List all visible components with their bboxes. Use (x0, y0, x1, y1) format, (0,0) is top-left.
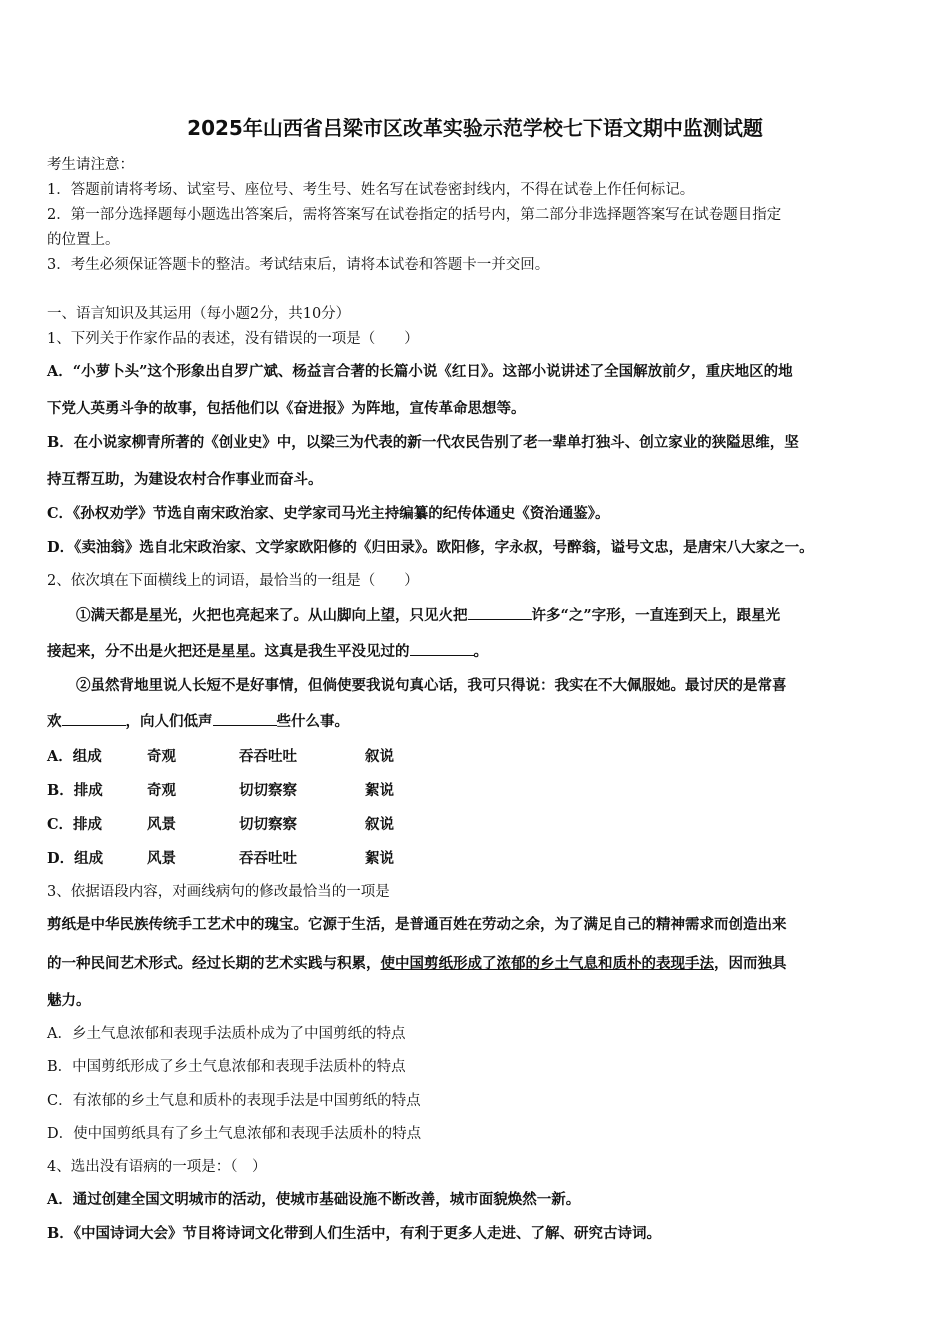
notice-heading: 考生请注意： (47, 157, 134, 173)
q3-option-c: C．有浓郁的乡土气息和质朴的表现手法是中国剪纸的特点 (47, 1093, 421, 1109)
q2-option-b: B．排成 奇观 切切察察 絮说 (47, 782, 394, 799)
q1-option-c: C．《孙权劝学》节选自南宋政治家、史学家司马光主持编纂的纪传体通史《资治通鉴》。 (47, 505, 610, 522)
blank-2 (410, 643, 474, 656)
q3-passage-2: 的一种民间艺术形式。经过长期的艺术实践与积累，使中国剪纸形成了浓郁的乡土气息和质朴的表现手法，因而独具 (47, 955, 787, 972)
question-4-stem: 4、选出没有语病的一项是：（ ） (47, 1159, 267, 1175)
q2-option-a: A．组成 奇观 吞吞吐吐 叙说 (47, 748, 394, 765)
notice-item-1: 1．答题前请将考场、试室号、座位号、考生号、姓名写在试卷密封线内，不得在试卷上作任何标记。 (47, 182, 695, 198)
page-title: 2025年山西省吕梁市区改革实验示范学校七下语文期中监测试题 (187, 116, 763, 140)
question-2-stem: 2、依次填在下面横线上的词语，最恰当的一组是（ ） (47, 573, 419, 589)
question-3-stem: 3、依据语段内容，对画线病句的修改最恰当的一项是 (47, 884, 390, 900)
section-heading: 一、语言知识及其运用（每小题2分，共10分） (47, 306, 351, 322)
q4-option-b: B．《中国诗词大会》节目将诗词文化带到人们生活中，有利于更多人走进、了解、研究古诗词。 (47, 1225, 662, 1242)
underlined-sentence: 使中国剪纸形成了浓郁的乡土气息和质朴的表现手法 (380, 955, 714, 972)
q1-option-b: B．在小说家柳青所著的《创业史》中，以梁三为代表的新一代农民告别了老一辈单打独斗、创立家业的狭隘思维，坚 (47, 434, 799, 451)
blank-3 (62, 713, 126, 726)
blank-4 (213, 713, 277, 726)
blank-1 (468, 607, 532, 620)
notice-item-2: 2．第一部分选择题每小题选出答案后，需将答案写在试卷指定的括号内，第二部分非选择题答案写在试卷题目指定 (47, 207, 782, 223)
q3-option-b: B．中国剪纸形成了乡土气息浓郁和表现手法质朴的特点 (47, 1059, 406, 1075)
q2-passage-1-cont: 接起来，分不出是火把还是星星。这真是我生平没见过的 。 (47, 643, 488, 660)
q2-passage-1: ①满天都是星光，火把也亮起来了。从山脚向上望，只见火把 许多“之”字形，一直连到天上，跟星光 (76, 607, 781, 624)
q2-passage-2-cont: 欢 ，向人们低声 些什么事。 (47, 713, 349, 730)
q1-option-a-cont: 下党人英勇斗争的故事，包括他们以《奋进报》为阵地，宣传革命思想等。 (47, 400, 526, 417)
q3-option-d: D．使中国剪纸具有了乡土气息浓郁和表现手法质朴的特点 (47, 1126, 422, 1142)
q2-option-d: D．组成 风景 吞吞吐吐 絮说 (47, 850, 394, 867)
q1-option-b-cont: 持互帮互助，为建设农村合作事业而奋斗。 (47, 471, 323, 488)
q3-passage-3: 魅力。 (47, 992, 91, 1009)
q1-option-d: D．《卖油翁》选自北宋政治家、文学家欧阳修的《归田录》。欧阳修，字永叔，号醉翁，谥号文忠，是唐宋八大家之一。 (47, 539, 814, 556)
q2-passage-2: ②虽然背地里说人长短不是好事情，但倘使要我说句真心话，我可只得说：我实在不大佩服她。最讨厌的是常喜 (76, 677, 787, 694)
notice-item-2-cont: 的位置上。 (47, 232, 120, 248)
question-1-stem: 1、下列关于作家作品的表述，没有错误的一项是（ ） (47, 331, 419, 347)
q4-option-a: A．通过创建全国文明城市的活动，使城市基础设施不断改善，城市面貌焕然一新。 (47, 1191, 581, 1208)
notice-item-3: 3．考生必须保证答题卡的整洁。考试结束后，请将本试卷和答题卡一并交回。 (47, 257, 550, 273)
q3-option-a: A．乡土气息浓郁和表现手法质朴成为了中国剪纸的特点 (47, 1026, 406, 1042)
q3-passage-1: 剪纸是中华民族传统手工艺术中的瑰宝。它源于生活，是普通百姓在劳动之余，为了满足自己的精神需求而创造出来 (47, 916, 787, 933)
q2-option-c: C．排成 风景 切切察察 叙说 (47, 816, 394, 833)
q1-option-a: A．“小萝卜头”这个形象出自罗广斌、杨益言合著的长篇小说《红日》。这部小说讲述了全国解放前夕，重庆地区的地 (47, 363, 793, 380)
